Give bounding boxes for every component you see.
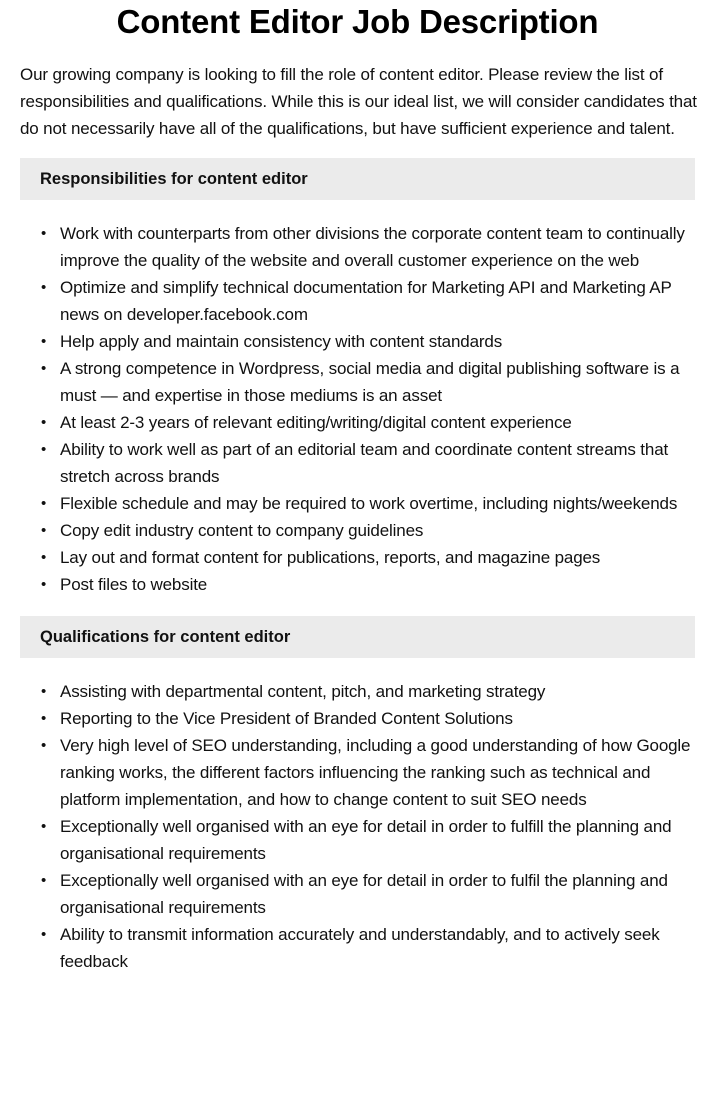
bullet-icon: • [41,414,47,431]
responsibilities-list [20,220,695,598]
bullet-icon: • [41,926,47,943]
list-item: • A strong competence in Wordpress, social media and digital publishing software is a must — and expertise in those mediums is an asset [60,355,692,409]
qualifications-list [20,678,695,975]
list-item: • Very high level of SEO understanding, including a good understanding of how Google ranking works, the different factors influencing the ranking such as technical and platform implementation, and how to change content to suit SEO needs [60,732,695,813]
page-title: Content Editor Job Description [116,3,599,40]
bullet-icon: • [41,441,47,458]
list-item: • Post files to website [60,571,692,598]
bullet-icon: • [41,360,47,377]
list-item: • Work with counterparts from other divisions the corporate content team to continually improve the quality of the website and overall customer experience on the web [60,220,692,274]
bullet-icon: • [41,549,47,566]
list-item: • At least 2-3 years of relevant editing/writing/digital content experience [60,409,692,436]
bullet-icon: • [41,710,47,727]
list-item: • Assisting with departmental content, pitch, and marketing strategy [60,678,695,705]
intro-paragraph: Our growing company is looking to fill the role of content editor. Please review the list of responsibilities and qualifications. While this is our ideal list, we will consider candidates that do not necessarily have all of the qualifications, but have sufficient experience and talent. [20,65,697,138]
bullet-icon: • [41,495,47,512]
bullet-icon: • [41,333,47,350]
bullet-icon: • [41,576,47,593]
bullet-icon: • [41,818,47,835]
list-item: • Copy edit industry content to company guidelines [60,517,692,544]
list-item: • Ability to transmit information accurately and understandably, and to actively seek feedback [60,921,695,975]
list-item: • Ability to work well as part of an editorial team and coordinate content streams that stretch across brands [60,436,692,490]
qualifications-header [20,616,695,658]
bullet-icon: • [41,737,47,754]
responsibilities-heading: Responsibilities for content editor [40,169,308,188]
list-item: • Exceptionally well organised with an eye for detail in order to fulfill the planning and organisational requirements [60,813,695,867]
list-item: • Exceptionally well organised with an eye for detail in order to fulfil the planning and organisational requirements [60,867,695,921]
list-item: • Optimize and simplify technical documentation for Marketing API and Marketing AP news on developer.facebook.com [60,274,692,328]
responsibilities-header [20,158,695,200]
bullet-icon: • [41,683,47,700]
list-item: • Flexible schedule and may be required to work overtime, including nights/weekends [60,490,692,517]
qualifications-heading: Qualifications for content editor [40,627,291,646]
list-item: • Reporting to the Vice President of Branded Content Solutions [60,705,695,732]
bullet-icon: • [41,872,47,889]
list-item: • Help apply and maintain consistency with content standards [60,328,692,355]
bullet-icon: • [41,279,47,296]
bullet-icon: • [41,522,47,539]
bullet-icon: • [41,225,47,242]
list-item: • Lay out and format content for publications, reports, and magazine pages [60,544,692,571]
